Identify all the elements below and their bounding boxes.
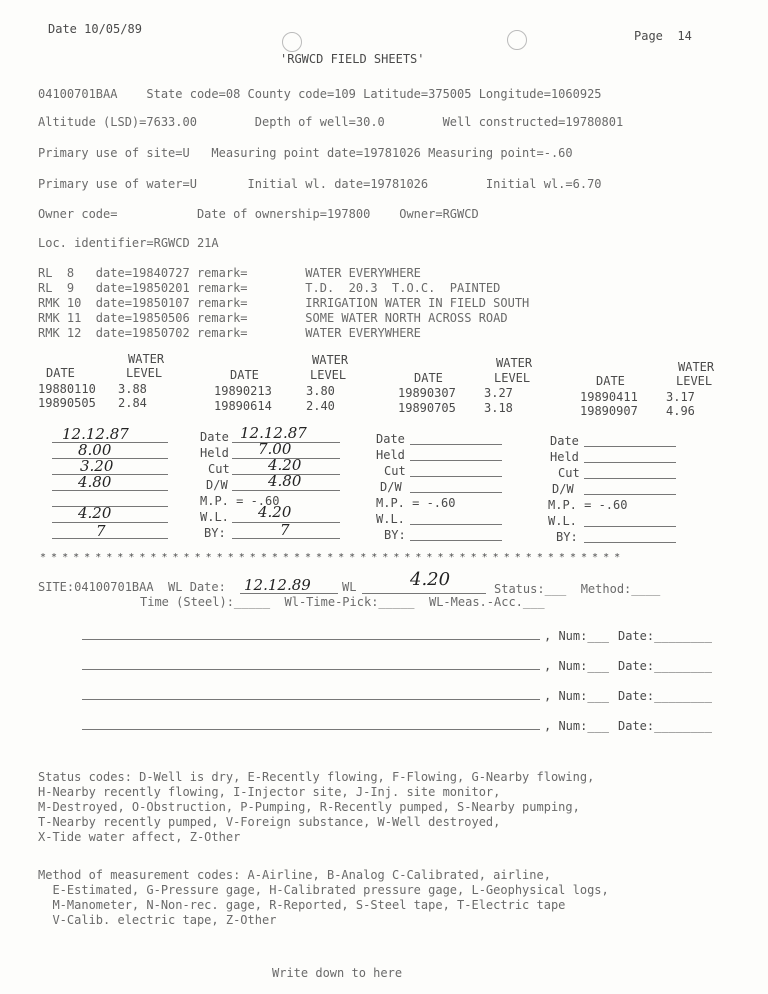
field-col4-wl-label: W.L.: [548, 514, 577, 528]
blank-line-3-date: Date:________: [618, 689, 712, 703]
remark-line-1: RL 8 date=19840727 remark= WATER EVERYWHERE: [38, 266, 421, 280]
blank-line-3[interactable]: [82, 699, 540, 700]
entry-prefix: SITE:04100701BAA WL Date:: [38, 580, 226, 594]
field-col4-by-label: BY:: [556, 530, 578, 544]
blank-line-2-date: Date:________: [618, 659, 712, 673]
field-col3-date-line[interactable]: [410, 444, 502, 445]
field-col1-wl-line: [52, 522, 168, 523]
field-col2-held-label: Held: [200, 446, 229, 460]
blank-line-4-date: Date:________: [618, 719, 712, 733]
field-col4-dw-line[interactable]: [584, 494, 676, 495]
field-col3-cut-label: Cut: [384, 464, 406, 478]
field-col4-cut-label: Cut: [558, 466, 580, 480]
field-col1-by-line: [52, 538, 168, 539]
field-col1-wl[interactable]: 4.20: [78, 504, 112, 522]
wl-row-1-date-1: 19880110: [38, 382, 96, 396]
status-codes-4: T-Nearby recently pumped, V-Foreign substance, W-Well destroyed,: [38, 815, 501, 829]
field-col2-dw[interactable]: 4.80: [268, 472, 302, 490]
wl-row-2-level-2: 2.40: [306, 399, 335, 413]
field-col4-by-line[interactable]: [584, 542, 676, 543]
footer-note: Write down to here: [272, 966, 403, 980]
wl-header-date-3: DATE: [414, 371, 443, 385]
entry-status: Status:___ Method:____: [494, 582, 661, 596]
wl-row-2-date-2: 19890614: [214, 399, 272, 413]
status-codes-5: X-Tide water affect, Z-Other: [38, 830, 241, 844]
wl-header-date-4: DATE: [596, 374, 625, 388]
blank-line-4[interactable]: [82, 729, 540, 730]
method-codes-1: Method of measurement codes: A-Airline, B-Analog C-Calibrated, airline,: [38, 868, 551, 882]
wl-row-1-date-4: 19890411: [580, 390, 638, 404]
wl-header-level-2: LEVEL: [310, 368, 347, 382]
wl-row-1-date-2: 19890213: [214, 384, 272, 398]
field-col4-date-label: Date: [550, 434, 579, 448]
blank-line-1[interactable]: [82, 639, 540, 640]
field-col3-held-label: Held: [376, 448, 405, 462]
wl-row-2-level-1: 2.84: [118, 396, 147, 410]
site-info-6: Loc. identifier=RGWCD 21A: [38, 236, 219, 250]
field-col2-dw-line: [232, 490, 340, 491]
field-col3-wl-line[interactable]: [410, 524, 502, 525]
blank-line-1-date: Date:________: [618, 629, 712, 643]
field-col2-cut[interactable]: 4.20: [268, 456, 302, 474]
wl-header-date-1: DATE: [46, 366, 75, 380]
entry-wl-line: [362, 593, 486, 594]
wl-row-1-level-2: 3.80: [306, 384, 335, 398]
wl-row-2-date-4: 19890907: [580, 404, 638, 418]
wl-header-level-3: LEVEL: [494, 371, 531, 385]
wl-row-2-level-3: 3.18: [484, 401, 513, 415]
field-col2-date[interactable]: 12.12.87: [240, 424, 307, 442]
field-col1-date[interactable]: 12.12.87: [62, 425, 129, 443]
field-col2-cut-label: Cut: [208, 462, 230, 476]
remark-line-3: RMK 10 date=19850107 remark= IRRIGATION WATER IN FIELD SOUTH: [38, 296, 530, 310]
field-col2-by[interactable]: 7: [280, 521, 290, 539]
field-col1-held[interactable]: 8.00: [78, 441, 112, 459]
field-col2-by-label: BY:: [204, 526, 226, 540]
wl-header-water-1: WATER: [128, 352, 165, 366]
field-col3-by-line[interactable]: [410, 540, 502, 541]
entry-wl-label: WL: [342, 580, 357, 594]
wl-row-1-level-4: 3.17: [666, 390, 695, 404]
field-col4-wl-line[interactable]: [584, 526, 676, 527]
blank-line-2-num: , Num:___: [544, 659, 610, 673]
field-col1-by[interactable]: 7: [96, 522, 106, 540]
site-info-1: 04100701BAA State code=08 County code=109 Latitude=375005 Longitude=1060925: [38, 87, 602, 101]
field-col4-mp-label: M.P. = -.60: [548, 498, 628, 512]
method-codes-2: E-Estimated, G-Pressure gage, H-Calibrated pressure gage, L-Geophysical logs,: [38, 883, 609, 897]
wl-header-water-4: WATER: [678, 360, 715, 374]
entry-second-line: Time (Steel):_____ Wl-Time-Pick:_____ WL-Meas.-Acc.___: [140, 595, 545, 609]
site-info-5: Owner code= Date of ownership=197800 Owner=RGWCD: [38, 207, 479, 221]
field-col4-held-line[interactable]: [584, 462, 676, 463]
wl-row-2-date-3: 19890705: [398, 401, 456, 415]
field-col3-by-label: BY:: [384, 528, 406, 542]
status-codes-1: Status codes: D-Well is dry, E-Recently flowing, F-Flowing, G-Nearby flowing,: [38, 770, 595, 784]
entry-date[interactable]: 12.12.89: [244, 576, 311, 594]
method-codes-4: V-Calib. electric tape, Z-Other: [38, 913, 277, 927]
wl-row-1-date-3: 19890307: [398, 386, 456, 400]
wl-header-water-3: WATER: [496, 356, 533, 370]
field-col2-wl[interactable]: 4.20: [258, 503, 292, 521]
wl-row-2-level-4: 4.96: [666, 404, 695, 418]
page-number: Page 14: [634, 29, 692, 43]
field-col4-cut-line[interactable]: [584, 478, 676, 479]
field-col2-dw-label: D/W: [206, 478, 228, 492]
field-col3-mp-label: M.P. = -.60: [376, 496, 456, 510]
field-col1-cut[interactable]: 3.20: [80, 457, 114, 475]
remark-line-2: RL 9 date=19850201 remark= T.D. 20.3 T.O.C. PAINTED: [38, 281, 501, 295]
entry-wl[interactable]: 4.20: [410, 569, 451, 590]
wl-row-2-date-1: 19890505: [38, 396, 96, 410]
status-codes-3: M-Destroyed, O-Obstruction, P-Pumping, R-Recently pumped, S-Nearby pumping,: [38, 800, 580, 814]
field-col3-held-line[interactable]: [410, 460, 502, 461]
field-col4-date-line[interactable]: [584, 446, 676, 447]
field-col2-wl-label: W.L.: [200, 510, 229, 524]
field-col3-date-label: Date: [376, 432, 405, 446]
remark-line-4: RMK 11 date=19850506 remark= SOME WATER NORTH ACROSS ROAD: [38, 311, 508, 325]
separator-asterisks: * * * * * * * * * * * * * * * * * * * * * * * * * * * * * * * * * * * * * * * * * * * * * * * * * * * * *: [40, 552, 620, 563]
field-col4-dw-label: D/W: [552, 482, 574, 496]
wl-row-1-level-1: 3.88: [118, 382, 147, 396]
field-col3-wl-label: W.L.: [376, 512, 405, 526]
wl-header-date-2: DATE: [230, 368, 259, 382]
print-date: Date 10/05/89: [48, 22, 142, 36]
wl-header-level-4: LEVEL: [676, 374, 713, 388]
blank-line-4-num: , Num:___: [544, 719, 610, 733]
method-codes-3: M-Manometer, N-Non-rec. gage, R-Reported, S-Steel tape, T-Electric tape: [38, 898, 566, 912]
wl-row-1-level-3: 3.27: [484, 386, 513, 400]
site-info-3: Primary use of site=U Measuring point date=19781026 Measuring point=-.60: [38, 146, 573, 160]
field-col2-held[interactable]: 7.00: [258, 440, 292, 458]
field-col4-held-label: Held: [550, 450, 579, 464]
binder-hole-left: [282, 32, 302, 52]
site-info-2: Altitude (LSD)=7633.00 Depth of well=30.0 Well constructed=19780801: [38, 115, 624, 129]
field-col1-dw[interactable]: 4.80: [78, 473, 112, 491]
remark-line-5: RMK 12 date=19850702 remark= WATER EVERYWHERE: [38, 326, 421, 340]
wl-header-water-2: WATER: [312, 353, 349, 367]
sheet-title: 'RGWCD FIELD SHEETS': [280, 52, 425, 66]
status-codes-2: H-Nearby recently flowing, I-Injector site, J-Inj. site monitor,: [38, 785, 501, 799]
blank-line-2[interactable]: [82, 669, 540, 670]
field-col3-cut-line[interactable]: [410, 476, 502, 477]
site-info-4: Primary use of water=U Initial wl. date=19781026 Initial wl.=6.70: [38, 177, 602, 191]
wl-header-level-1: LEVEL: [126, 366, 163, 380]
field-col3-dw-line[interactable]: [410, 492, 502, 493]
field-col3-dw-label: D/W: [380, 480, 402, 494]
binder-hole-right: [507, 30, 527, 50]
field-col2-date-label: Date: [200, 430, 229, 444]
blank-line-3-num: , Num:___: [544, 689, 610, 703]
blank-line-1-num: , Num:___: [544, 629, 610, 643]
field-col2-mp-label: M.P. = -.60: [200, 494, 280, 508]
